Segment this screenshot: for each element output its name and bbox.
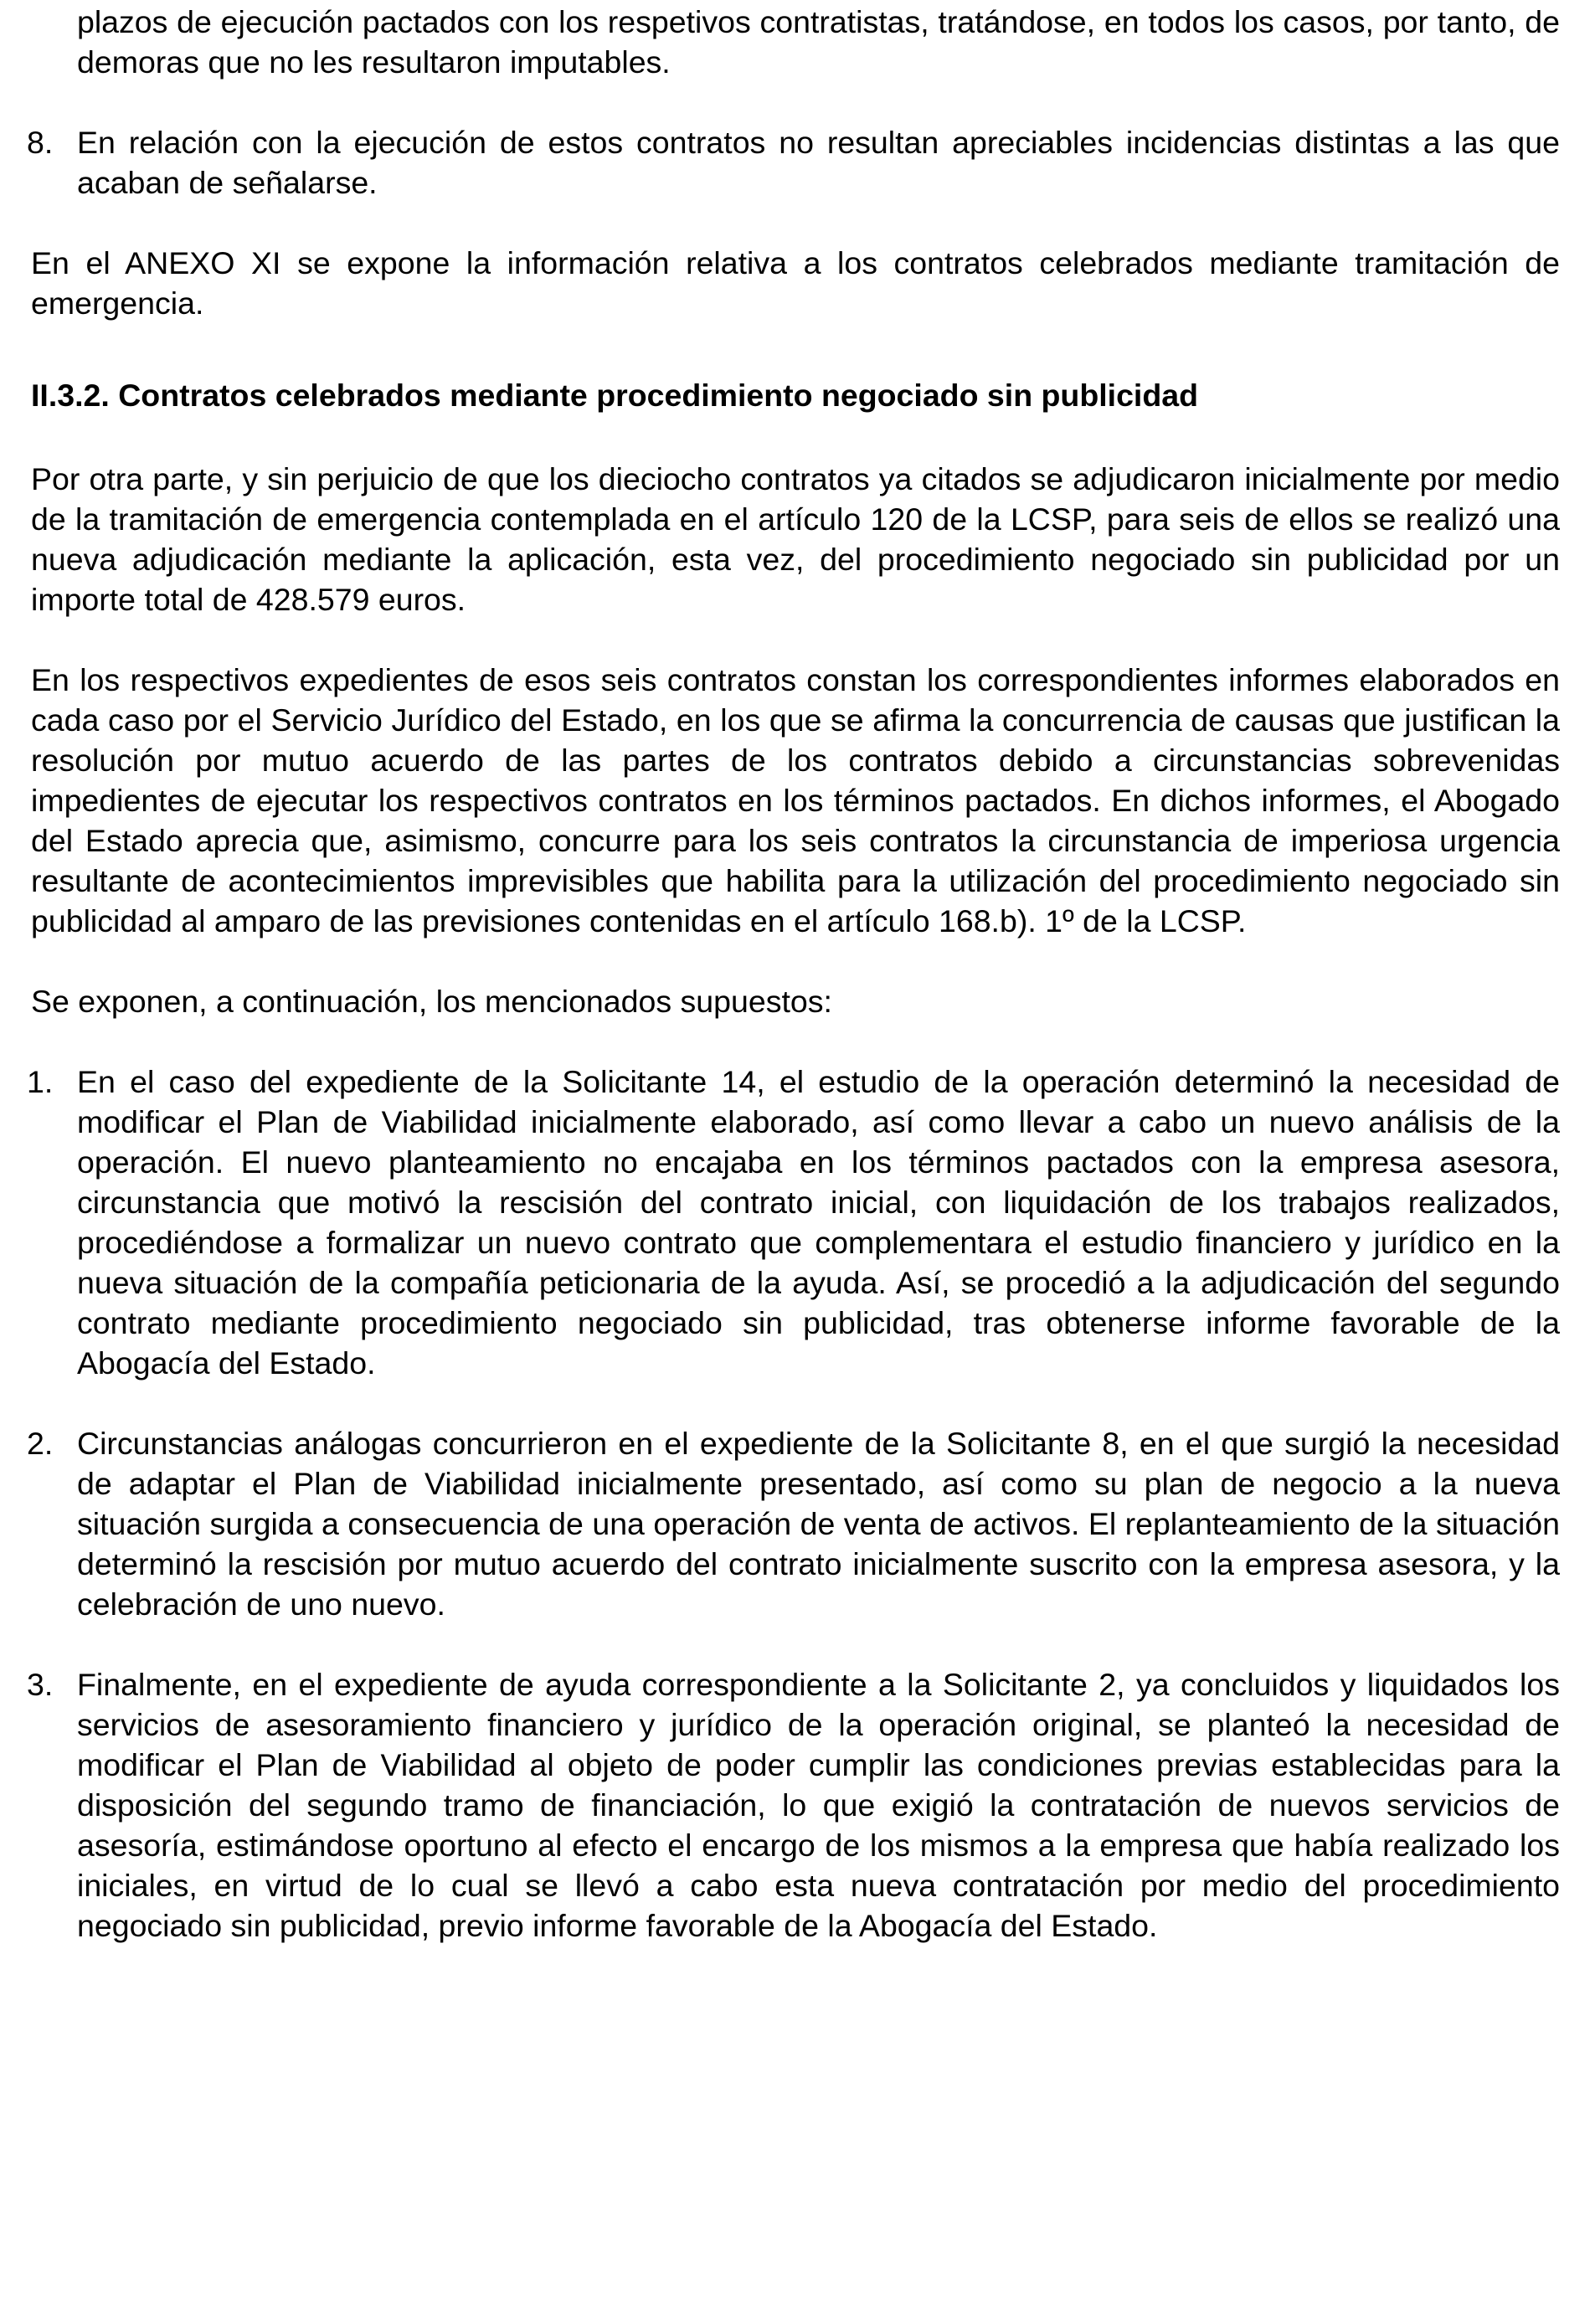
list-item-2-number: 2. [27,1426,54,1461]
paragraph-legal-reports: En los respectivos expedientes de esos seis contratos constan los correspondientes informes elaborados en cada caso por el Servicio Jurídico del Estado, en los que se afirma la concurrencia de causas que justifican la resolución por mutuo acuerdo de las partes de los contratos debido a circunstancias sobrevenidas impedientes de ejecutar los respectivos contratos en los términos pactados. En dichos informes, el Abogado del Estado aprecia que, asimismo, concurre para los seis contratos la circunstancia de imperiosa urgencia resultante de acontecimientos imprevisibles que habilita para la utilización del procedimiento negociado sin publicidad al amparo de las previsiones contenidas en el artículo 168.b). 1º de la LCSP. [31,662,1560,938]
paragraph-negotiated-procedure: Por otra parte, y sin perjuicio de que los dieciocho contratos ya citados se adjudicaron inicialmente por medio de la tramitación de emergencia contemplada en el artículo 120 de la LCSP, para seis de ellos se realizó una nueva adjudicación mediante la aplicación, esta vez, del procedimiento negociado sin publicidad por un importe total de 428.579 euros. [31,461,1560,617]
section-heading: II.3.2. Contratos celebrados mediante procedimiento negociado sin publicidad [31,378,1199,413]
list-item-8-number: 8. [27,125,54,160]
list-item-1 [27,1062,1560,1383]
continuation-paragraph: plazos de ejecución pactados con los respetivos contratistas, tratándose, en todos los casos, por tanto, de demoras que no les resultaron imputables. [77,4,1560,80]
list-item-8 [27,122,1560,203]
paragraph-cases-intro: Se exponen, a continuación, los mencionados supuestos: [31,984,832,1019]
list-item-2 [27,1423,1560,1624]
list-item-8-text: En relación con la ejecución de estos contratos no resultan apreciables incidencias distintas a las que acaban de señalarse. [77,125,1560,200]
list-item-3 [27,1664,1560,1946]
list-item-1-number: 1. [27,1064,54,1099]
list-item-2-text: Circunstancias análogas concurrieron en el expediente de la Solicitante 8, en el que surgió la necesidad de adaptar el Plan de Viabilidad inicialmente presentado, así como su plan de negocio a la nueva situación surgida a consecuencia de una operación de venta de activos. El replanteamiento de la situación determinó la rescisión por mutuo acuerdo del contrato inicialmente suscrito con la empresa asesora, y la celebración de uno nuevo. [77,1426,1560,1622]
list-item-1-text: En el caso del expediente de la Solicitante 14, el estudio de la operación determinó la necesidad de modificar el Plan de Viabilidad inicialmente elaborado, así como llevar a cabo un nuevo análisis de la operación. El nuevo planteamiento no encajaba en los términos pactados con la empresa asesora, circunstancia que motivó la rescisión del contrato inicial, con liquidación de los trabajos realizados, procediéndose a formalizar un nuevo contrato que complementara el estudio financiero y jurídico en la nueva situación de la compañía peticionaria de la ayuda. Así, se procedió a la adjudicación del segundo contrato mediante procedimiento negociado sin publicidad, tras obtenerse informe favorable de la Abogacía del Estado. [77,1064,1560,1381]
list-item-3-text: Finalmente, en el expediente de ayuda correspondiente a la Solicitante 2, ya concluidos y liquidados los servicios de asesoramiento financiero y jurídico de la operación original, se planteó la necesidad de modificar el Plan de Viabilidad al objeto de poder cumplir las condiciones previas establecidas para la disposición del segundo tramo de financiación, lo que exigió la contratación de nuevos servicios de asesoría, estimándose oportuno al efecto el encargo de los mismos a la empresa que había realizado los iniciales, en virtud de lo cual se llevó a cabo esta nueva contratación por medio del procedimiento negociado sin publicidad, previo informe favorable de la Abogacía del Estado. [77,1667,1560,1943]
anexo-paragraph: En el ANEXO XI se expone la información relativa a los contratos celebrados mediante tramitación de emergencia. [31,245,1560,321]
list-item-3-number: 3. [27,1667,54,1702]
